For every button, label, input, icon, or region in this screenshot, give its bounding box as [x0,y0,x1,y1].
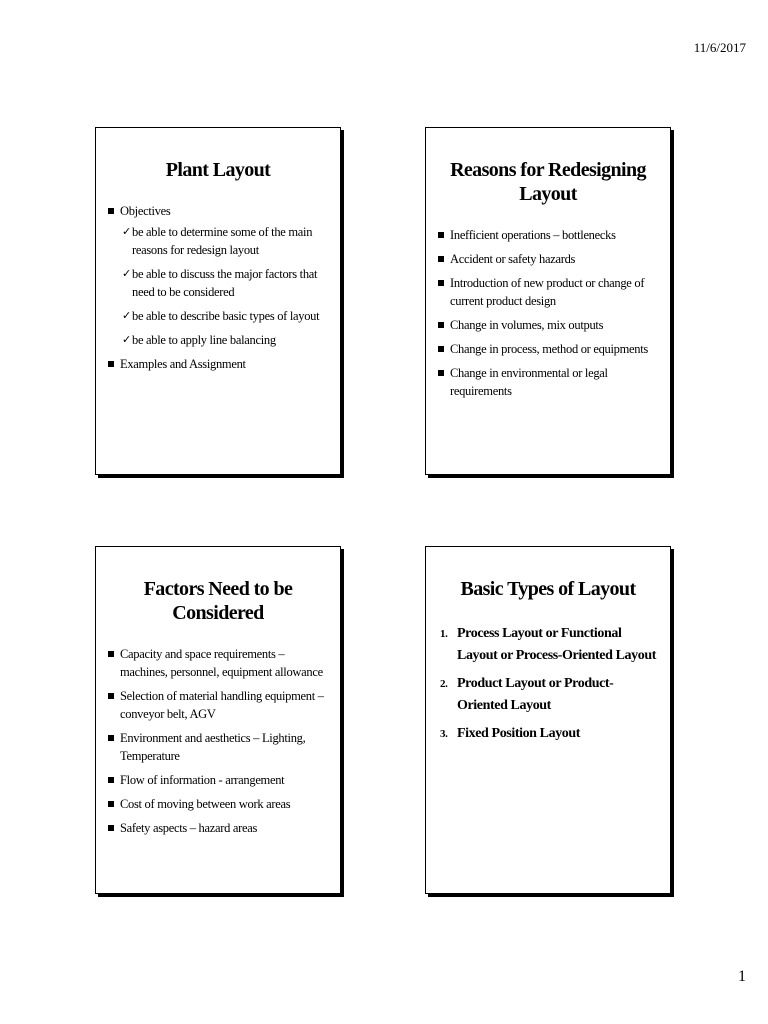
square-bullet-icon [438,280,444,286]
checkmark-icon: ✓ [122,309,131,322]
list-item [438,316,660,334]
square-bullet-icon [438,322,444,328]
numbered-item-text: Process Layout or Functional Layout or Process-Oriented Layout [457,626,656,663]
square-bullet-icon [108,801,114,807]
numbered-item [440,673,660,717]
numbered-item [440,623,660,667]
sub-list-item [120,265,330,301]
page-number: 1 [738,968,746,985]
list-item [108,729,330,765]
square-bullet-icon [108,777,114,783]
sub-item-text: be able to apply line balancing [132,333,276,347]
slide-factors-considered [95,546,341,894]
checkmark-icon: ✓ [122,225,131,238]
square-bullet-icon [438,346,444,352]
numbered-item-text: Fixed Position Layout [457,726,581,741]
sub-item-text: be able to discuss the major factors that need to be considered [132,267,318,299]
list-item [438,364,660,400]
item-number: 1. [440,628,448,640]
square-bullet-icon [108,825,114,831]
list-item-text: Accident or safety hazards [450,252,576,266]
square-bullet-icon [108,208,114,214]
sub-list-item [120,307,330,325]
slide-title: Basic Types of Layout [460,578,636,600]
list-item-text: Examples and Assignment [120,357,246,371]
list-item-text: Change in environmental or legal requirements [450,366,608,398]
bullet-list [96,645,340,837]
square-bullet-icon [438,256,444,262]
bullet-list [96,202,340,373]
square-bullet-icon [438,370,444,376]
list-item [108,645,330,681]
list-item [108,819,330,837]
list-item-text: Flow of information - arrangement [120,773,285,787]
list-item-text: Safety aspects – hazard areas [120,821,258,835]
slide-title: Reasons for Redesigning Layout [450,159,646,205]
list-item-text: Cost of moving between work areas [120,797,291,811]
list-item [108,202,330,349]
item-number: 3. [440,728,448,740]
list-item [438,250,660,268]
sub-list [120,223,330,349]
bullet-list [426,226,670,400]
sub-list-item [120,331,330,349]
slide-title: Plant Layout [165,159,271,181]
list-item-text: Change in volumes, mix outputs [450,318,604,332]
list-item-text: Change in process, method or equipments [450,342,648,356]
numbered-item-text: Product Layout or Product-Oriented Layout [457,676,614,713]
list-item-text: Objectives [120,204,171,218]
sub-list-item [120,223,330,259]
square-bullet-icon [108,735,114,741]
numbered-item [440,723,660,745]
list-item [108,771,330,789]
slide-basic-types [425,546,671,894]
list-item-text: Capacity and space requirements – machines, personnel, equipment allowance [120,647,323,679]
checkmark-icon: ✓ [122,333,131,346]
list-item [108,355,330,373]
list-item-text: Selection of material handling equipment – conveyor belt, AGV [120,689,324,721]
list-item [438,226,660,244]
list-item [438,340,660,358]
square-bullet-icon [438,232,444,238]
square-bullet-icon [108,651,114,657]
slide-title: Factors Need to be Considered [143,578,293,624]
list-item-text: Environment and aesthetics – Lighting, Temperature [120,731,306,763]
slide-plant-layout [95,127,341,475]
list-item-text: Introduction of new product or change of current product design [450,276,645,308]
list-item [438,274,660,310]
item-number: 2. [440,678,448,690]
print-date: 11/6/2017 [693,40,746,55]
list-item-text: Inefficient operations – bottlenecks [450,228,616,242]
list-item [108,795,330,813]
square-bullet-icon [108,693,114,699]
sub-item-text: be able to describe basic types of layout [132,309,320,323]
slide-reasons-for-redesigning [425,127,671,475]
list-item [108,687,330,723]
square-bullet-icon [108,361,114,367]
sub-item-text: be able to determine some of the main reasons for redesign layout [132,225,313,257]
checkmark-icon: ✓ [122,267,131,280]
numbered-list [426,623,670,745]
